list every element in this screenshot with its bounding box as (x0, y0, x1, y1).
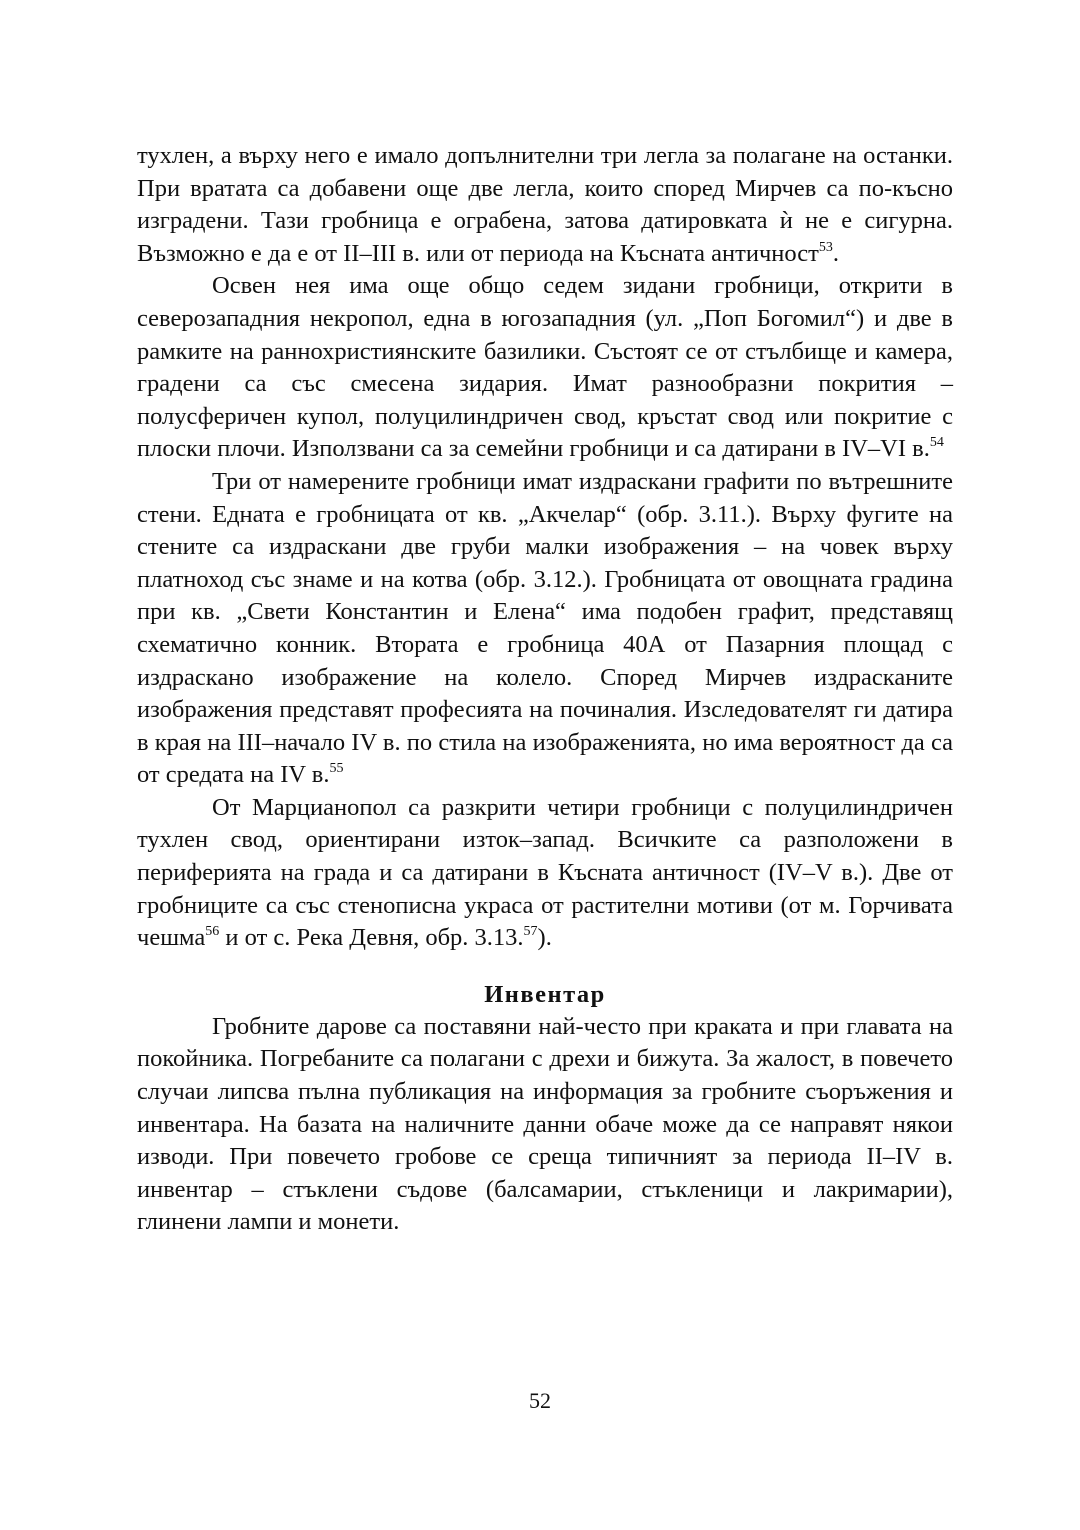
text-run: . (832, 239, 839, 267)
section-text (137, 1011, 953, 1239)
text-run: тухлен, а върху него е имало допълнителни три легла за полагане на останки. При вратата са добавени още две легла, които според Мирчев са по-късно изградени. Тази гробница е ограбена, затова датировката ѝ не е сигурна. Възможно е да е от II–III в. или от периода на Късната античност (137, 142, 953, 267)
footnote-ref: 54 (929, 435, 944, 451)
section-heading: Инвентар (484, 980, 606, 1008)
text-run: Три от намерените гробници имат издраскани графити по вътрешните стени. Едната е гробницата от кв. „Акчелар“ (обр. 3.11.). Върху фугите на стените са издраскани две груби малки изображения – на човек върху платноход със знаме и на котва (обр. 3.12.). Гробницата от овощната градина при кв. „Свети Константин и Елена“ има подобен графит, представящ схематично конник. Втората е гробница 40А от Пазарния площад с издраскано изображение на колело. Според Мирчев издрасканите изображения представят професията на починалия. Изследователят ги датира в края на III–начало IV в. по стила на изображенията, но има вероятност да са от средата на IV в. (137, 467, 953, 789)
paragraph (137, 1011, 953, 1239)
footnote-ref: 53 (818, 239, 833, 255)
text-run: ). (537, 924, 552, 952)
text-run: и от с. Река Девня, обр. 3.13. (219, 924, 524, 952)
page-body (137, 140, 953, 1239)
footnote-ref: 57 (523, 924, 538, 940)
page-number: 52 (529, 1388, 551, 1413)
paragraph (137, 466, 953, 792)
paragraph (137, 140, 953, 270)
footnote-ref: 55 (329, 761, 344, 777)
text-run: Гробните дарове са поставяни най-често при краката и при главата на покойника. Погребаните са полагани с дрехи и бижута. За жалост, в повечето случаи липсва пълна публикация на информация за гробните съоръжения и инвентара. На базата на наличните данни обаче може да се направят някои изводи. При повечето гробове се среща типичният за периода II–IV в. инвентар – стъклени съдове (балсамарии, стъкленици и лакримарии), глинени лампи и монети. (137, 1012, 953, 1236)
paragraph (137, 270, 953, 466)
main-text (137, 140, 953, 955)
paragraph (137, 792, 953, 955)
footnote-ref: 56 (205, 924, 220, 940)
text-run: От Марцианопол са разкрити четири гробници с полуцилиндричен тухлен свод, ориентирани изток–запад. Всичките са разположени в периферията на града и са датирани в Късната античност (IV–V в.). Две от гробниците са със стенописна украса от растителни мотиви (от м. Горчивата чешма (137, 793, 953, 952)
text-run: Освен нея има още общо седем зидани гробници, открити в северозападния некропол, една в югозападния (ул. „Поп Богомил“) и две в рамките на раннохристиянските базилики. Състоят се от стълбище и камера, градени са със смесена зидария. Имат разнообразни покрития – полусферичен купол, полуцилиндричен свод, кръстат свод или покритие с плоски плочи. Използвани са за семейни гробници и са датирани в IV–VI в. (137, 272, 953, 463)
